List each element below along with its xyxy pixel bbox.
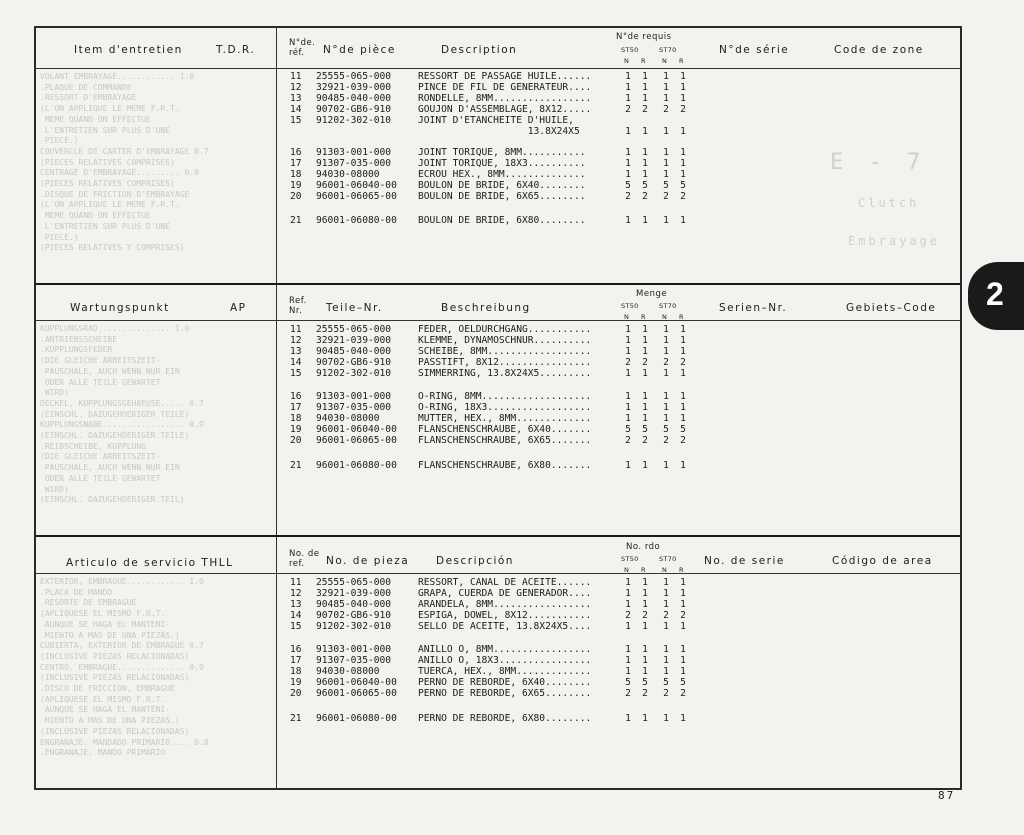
sub-r: R bbox=[641, 57, 646, 65]
zone-header: Gebiets–Code bbox=[846, 302, 937, 314]
bleed-through-block: VOLANT EMBRAYAGE............ 1.0 .PLAQUE DE COMMANDE .RESSORT D'EMBRAYAGE (L'ON APPLIQUE LE MEME F.R.T. MEME QUAND ON EFFECTUE L'ENTRETIEN SUR PLUS D'UNE PIECE.) COUVERCLE DE CARTER D'EMBRAYAGE 0.7 (PIECES RELATIVES COMPRISES) CENTRAGE D'EMBRAYAGE......... 0.9 (PIECES RELATIVES COMPRISES) .DISQUE DE FRICTION D'EMBRAYAGE (L'ON APPLIQUE LE MEME F.R.T. MEME QUAND ON EFFECTUE L'ENTRETIEN SUR PLUS D'UNE PIECE.) (PIECES RELATIVES Y COMPRISES) bbox=[40, 72, 209, 253]
serial-header: Serien–Nr. bbox=[719, 302, 788, 314]
section-header-es bbox=[36, 537, 960, 577]
sub-n: N bbox=[662, 566, 668, 574]
ref-header: Ref. Nr. bbox=[289, 296, 307, 316]
bleed-through-block: KUPPLUNGSRAD............... 1.0 .ANTRIEBSSCHEIBE .KUPPLUNGSFEDER (DIE GLEICHE ARBEITSZEIT- PAUSCHALE, AUCH WENN NUR EIN ODER ALLE TEILE GEWARTET WIRD) DECKEL, KUPPLUNGSGEHAEUSE..... 0.7 (EINSCHL. DAZUGEHOERIGER TEILE) KUPPLUNGSNABE................. 0.9 (EINSCHL. DAZUGEHOERIGER TEILE) .REIBSCHEIBE, KUPPLUNG (DIE GLEICHE ARBEITSZEIT- PAUSCHALE, AUCH WENN NUR EIN ODER ALLE TEILE GEWARTET WIRD) (EINSCHL. DAZUGEHOERIGER TEIL) bbox=[40, 324, 204, 505]
sub-r: R bbox=[641, 566, 646, 574]
qty-header: Menge bbox=[636, 289, 668, 299]
sub-r: R bbox=[679, 57, 684, 65]
page-number: 87 bbox=[938, 789, 956, 802]
model-b-label: ST70 bbox=[659, 555, 677, 563]
item-header: Item d'entretien bbox=[74, 44, 183, 56]
desc-header: Beschreibung bbox=[441, 302, 531, 314]
header-divider bbox=[36, 68, 960, 69]
tdr-header: AP bbox=[230, 302, 247, 314]
sub-r: R bbox=[679, 566, 684, 574]
tdr-header: T.D.R. bbox=[216, 44, 256, 56]
model-b-label: ST70 bbox=[659, 46, 677, 54]
zone-header: Code de zone bbox=[834, 44, 924, 56]
sub-r: R bbox=[641, 313, 646, 321]
model-a-label: ST50 bbox=[621, 555, 639, 563]
item-header: Articulo de servicio THLL bbox=[66, 557, 234, 569]
parts-table: VOLANT EMBRAYAGE............ 1.0 .PLAQUE DE COMMANDE .RESSORT D'EMBRAYAGE (L'ON APPLIQUE LE MEME F.R.T. MEME QUAND ON EFFECTUE L'ENTRETIEN SUR PLUS D'UNE PIECE.) COUVERCLE DE CARTER D'EMBRAYAGE 0.7 (PIECES RELATIVES COMPRISES) CENTRAGE D'EMBRAYAGE......... 0.9 (PIECES RELATIVES COMPRISES) .DISQUE DE FRICTION D'EMBRAYAGE (L'ON APPLIQUE LE MEME F.R.T. MEME QUAND ON EFFECTUE L'ENTRETIEN SUR PLUS D'UNE PIECE.) (PIECES RELATIVES Y COMPRISES) KUPPLUNGSRAD............... 1.0 .ANTRIEBSSCHEIBE .KUPPLUNGSFEDER (DIE GLEICHE ARBEITSZEIT- PAUSCHALE, AUCH WENN NUR EIN ODER ALLE TEILE GEWARTET WIRD) DECKEL, KUPPLUNGSGEHAEUSE..... 0.7 (EINSCHL. DAZUGEHOERIGER TEILE) KUPPLUNGSNABE................. 0.9 (EINSCHL. DAZUGEHOERIGER TEILE) .REIBSCHEIBE, KUPPLUNG (DIE GLEICHE ARBEITSZEIT- PAUSCHALE, AUCH WENN NUR EIN ODER ALLE TEILE GEWARTET WIRD) (EINSCHL. DAZUGEHOERIGER TEIL) EXTERIOR, EMBRAGUE............ 1.0 .PLACA DE MANDO .RESORTE DE EMBRAGUE (APLIQUESE EL MISMO F.R.T. AUNQUE SE HAGA EL MANTENI- MIENTO A MAS DE UNA PIEZAS.) CUBIERTA, EXTERIOR DE EMBRAGUE 0.7 (INCLUSIVE PIEZAS RELACIONADAS) CENTRO, EMBRAGUE.............. 0.9 (INCLUSIVE PIEZAS RELACIONADAS) .DISCO DE FRICCION, EMBRAGUE (APLIQUESE EL MISMO F.R.T. AUNQUE SE HAGA EL MANTENI- MIENTO A MAS DE UNA PIEZAS.) (INCLUSIVE PIEZAS RELACIONADAS) ENGRANAJE, MANDADO PRIMARIO.... 0.8 .ENGRANAJE, MANDO PRIMARIO Item d'entretien T.D.R. N°de. réf. N°de pièce Description N°de requis ST50 ST70 N R N R N°de série Code de zone 11 25555-065-000 RESSORT DE PASSAGE HUILE...... 1 1 1 1 12 32921-039-000 PINCE DE FIL DE GENERATEUR.... 1 1 1 1 13 90485-040-000 RONDELLE, 8MM................. 1 1 1 1 14 90702-GB6-910 GOUJON D'ASSEMBLAGE, 8X12..... 2 2 2 2 15 91202-302-010 JOINT D'ETANCHEITE D'HUILE, 13.8X24X5 1 1 1 1 16 91303-001-000 JOINT TORIQUE, 8MM........... 1 1 1 1 17 91307-035-000 JOINT TORIQUE, 18X3.......... 1 1 1 1 18 94030-08000 ECROU HEX., 8MM.............. 1 1 1 1 19 96001-06040-00 BOULON DE BRIDE, 6X40........ 5 5 5 5 20 96001-06065-00 BOULON DE BRIDE, 6X65........ 2 2 2 2 21 96001-06080-00 BOULON DE BRIDE, 6X80........ 1 1 1 1 Wartungspunkt AP Ref. Nr. Teile–Nr. Beschreibung Menge ST50 ST70 N R N R Serien–Nr. Gebiets–Code 11 25555-065-000 FEDER, OELDURCHGANG........... 1 1 1 1 12 32921-039-000 KLEMME, DYNAMOSCHNUR.......... 1 1 1 1 13 90485-040-000 SCHEIBE, 8MM.................. 1 1 1 1 14 90702-GB6-910 PASSTIFT, 8X12................ 2 2 2 2 15 91202-302-010 SIMMERRING, 13.8X24X5......... 1 1 1 1 16 91303-001-000 O-RING, 8MM................... 1 1 1 1 17 91307-035-000 O-RING, 18X3.................. 1 1 1 1 18 94030-08000 MUTTER, HEX., 8MM............. 1 1 1 1 19 96001-06040-00 FLANSCHENSCHRAUBE, 6X40....... 5 5 5 5 20 96001-06065-00 FLANSCHENSCHRAUBE, 6X65....... 2 2 2 2 21 96001-06080-00 FLANSCHENSCHRAUBE, 6X80....... 1 1 1 1 Articulo de servicio THLL No. de ref. No. de pieza Descripción No. rdo ST50 ST70 N R N R No. de serie Código de area 11 25555-065-000 RESSORT, CANAL DE ACEITE...... 1 1 1 1 12 32921-039-000 GRAPA, CUERDA DE GENERADOR.... 1 1 1 1 13 90485-040-000 ARANDELA, 8MM................. 1 1 1 1 14 90702-GB6-910 ESPIGA, DOWEL, 8X12........... 2 2 2 2 15 91202-302-010 SELLO DE ACEITE, 13.8X24X5.... 1 1 1 1 16 91303-001-000 ANILLO O, 8MM................. 1 1 1 1 17 91307-035-000 ANILLO O, 18X3................ 1 1 1 1 18 94030-08000 TUERCA, HEX., 8MM............. 1 1 1 1 19 96001-06040-00 PERNO DE REBORDE, 6X40........ 5 5 5 5 20 96001-06065-00 PERNO DE REBORDE, 6X65........ 2 2 2 2 21 96001-06080-00 PERNO DE REBORDE, 6X80........ 1 1 1 1 bbox=[34, 26, 962, 790]
serial-header: No. de serie bbox=[704, 555, 785, 567]
model-a-label: ST50 bbox=[621, 46, 639, 54]
sub-n: N bbox=[662, 57, 668, 65]
model-a-label: ST50 bbox=[621, 302, 639, 310]
bleed-through-text: E - 7 bbox=[830, 150, 927, 175]
sub-n: N bbox=[624, 313, 630, 321]
qty-header: N°de requis bbox=[616, 32, 672, 42]
qty-header: No. rdo bbox=[626, 542, 661, 552]
zone-header: Código de area bbox=[832, 555, 933, 567]
section-header-fr bbox=[36, 28, 960, 68]
sub-n: N bbox=[662, 313, 668, 321]
sub-r: R bbox=[679, 313, 684, 321]
part-header: No. de pieza bbox=[326, 555, 410, 567]
bleed-through-text: Embrayage bbox=[848, 234, 941, 248]
sub-n: N bbox=[624, 57, 630, 65]
section-tab: 2 bbox=[968, 262, 1024, 330]
part-header: N°de pièce bbox=[323, 44, 396, 56]
desc-header: Descripción bbox=[436, 555, 514, 567]
sub-n: N bbox=[624, 566, 630, 574]
desc-header: Description bbox=[441, 44, 518, 56]
model-b-label: ST70 bbox=[659, 302, 677, 310]
serial-header: N°de série bbox=[719, 44, 790, 56]
bleed-through-block: EXTERIOR, EMBRAGUE............ 1.0 .PLACA DE MANDO .RESORTE DE EMBRAGUE (APLIQUESE EL MISMO F.R.T. AUNQUE SE HAGA EL MANTENI- MIENTO A MAS DE UNA PIEZAS.) CUBIERTA, EXTERIOR DE EMBRAGUE 0.7 (INCLUSIVE PIEZAS RELACIONADAS) CENTRO, EMBRAGUE.............. 0.9 (INCLUSIVE PIEZAS RELACIONADAS) .DISCO DE FRICCION, EMBRAGUE (APLIQUESE EL MISMO F.R.T. AUNQUE SE HAGA EL MANTENI- MIENTO A MAS DE UNA PIEZAS.) (INCLUSIVE PIEZAS RELACIONADAS) ENGRANAJE, MANDADO PRIMARIO.... 0.8 .ENGRANAJE, MANDO PRIMARIO bbox=[40, 577, 209, 758]
section-header-de bbox=[36, 284, 960, 324]
column-divider bbox=[276, 28, 277, 788]
ref-header: N°de. réf. bbox=[289, 38, 316, 58]
bleed-through-text: Clutch bbox=[858, 196, 920, 210]
ref-header: No. de ref. bbox=[289, 549, 320, 569]
item-header: Wartungspunkt bbox=[70, 302, 170, 314]
part-header: Teile–Nr. bbox=[326, 302, 383, 314]
